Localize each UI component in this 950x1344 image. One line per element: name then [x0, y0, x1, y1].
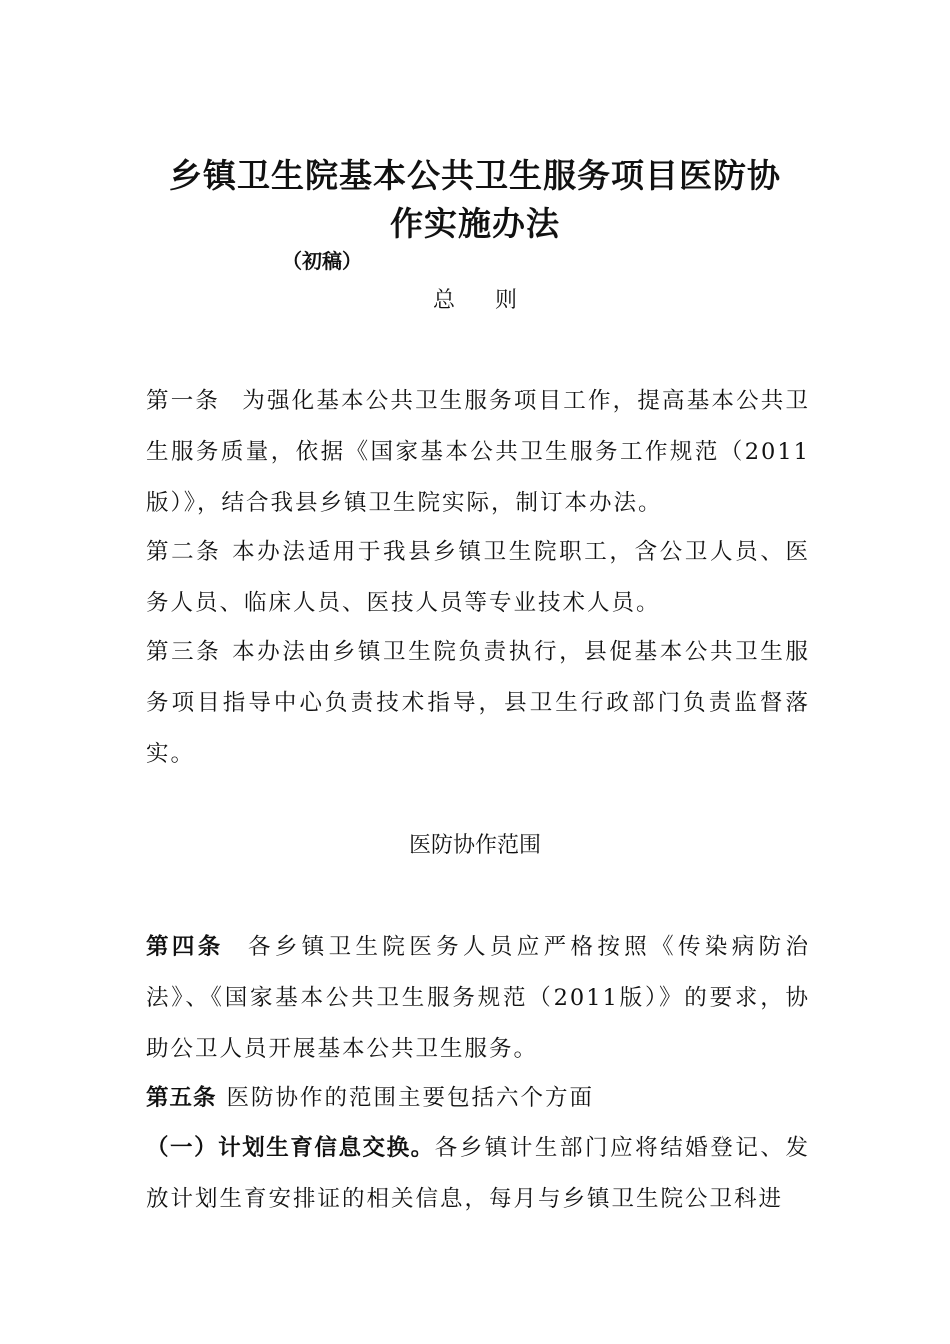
article-1: [146, 376, 810, 529]
article-label: 第五条: [146, 1085, 217, 1111]
section-heading-general: 总则: [432, 288, 557, 313]
section-heading-scope: 医防协作范围: [408, 833, 541, 858]
article-2: [146, 527, 810, 629]
article-label: 第二条: [146, 539, 222, 565]
draft-note: （初稿）: [282, 249, 362, 273]
article-text: 医防协作的范围主要包括六个方面: [226, 1085, 595, 1111]
article-text: 为强化基本公共卫生服务项目工作，提高基本公共卫生服务质量，依据《国家基本公共卫生服务工作规范（2011版）》，结合我县乡镇卫生院实际，制订本办法。: [146, 388, 810, 516]
article-4: [146, 922, 810, 1075]
article-label: 第一条: [146, 388, 221, 414]
document-title-line-2: 作实施办法: [390, 204, 560, 243]
article-label: （一）计划生育信息交换。: [146, 1135, 435, 1161]
article-text: 本办法适用于我县乡镇卫生院职工，含公卫人员、医务人员、临床人员、医技人员等专业技术人员。: [146, 539, 810, 616]
article-5: [146, 1073, 810, 1124]
article-label: 第三条: [146, 639, 222, 665]
article-label: 第四条: [146, 934, 224, 960]
article-6: [146, 1123, 810, 1225]
article-text: 本办法由乡镇卫生院负责执行，县促基本公共卫生服务项目指导中心负责技术指导，县卫生行政部门负责监督落实。: [146, 639, 810, 767]
document-title-line-1: 乡镇卫生院基本公共卫生服务项目医防协: [169, 156, 781, 195]
article-text: 各乡镇计生部门应将结婚登记、发放计划生育安排证的相关信息，每月与乡镇卫生院公卫科进: [146, 1135, 810, 1212]
article-text: 各乡镇卫生院医务人员应严格按照《传染病防治法》、《国家基本公共卫生服务规范（2011版）》的要求，协助公卫人员开展基本公共卫生服务。: [146, 934, 810, 1062]
article-3: [146, 627, 810, 780]
